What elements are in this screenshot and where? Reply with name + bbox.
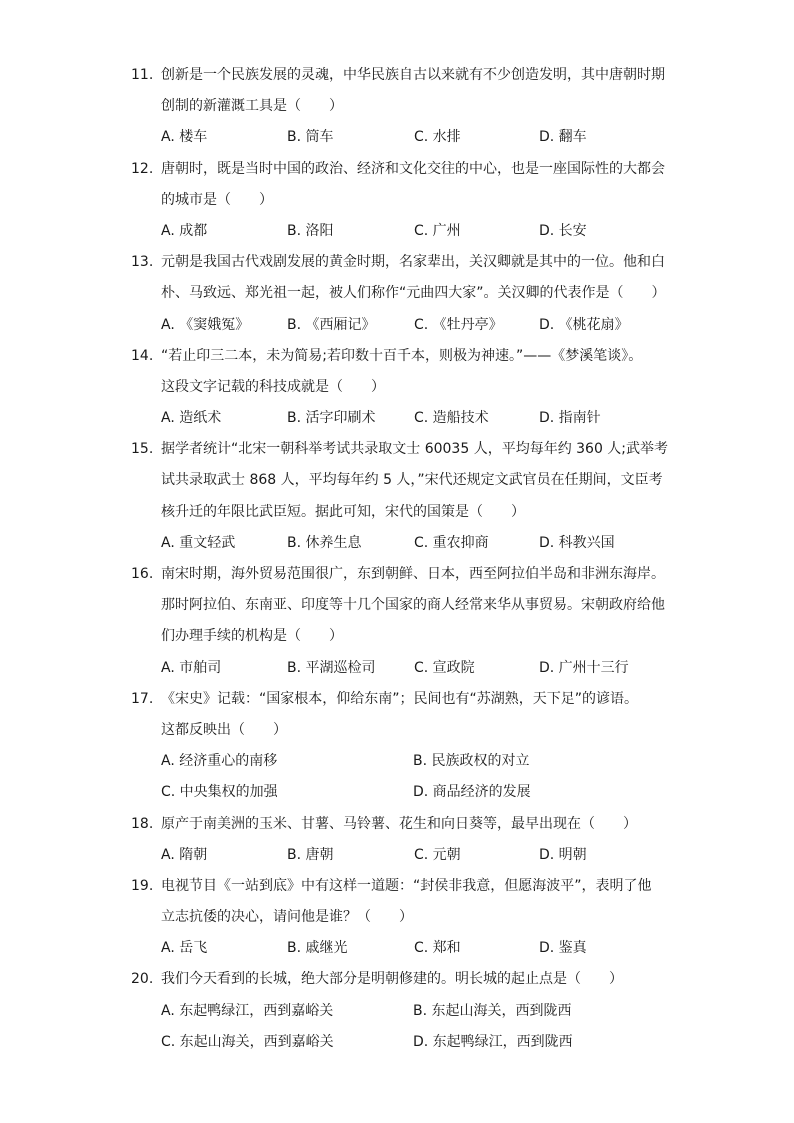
question-text: 试共录取武士 868 人，平均每年约 5 人，”宋代还规定文武官员在任期间，文臣考: [161, 472, 663, 489]
options-row: [0, 653, 794, 684]
question-item: [0, 871, 794, 965]
question-text: 核升迁的年限比武臣短。据此可知，宋代的国策是（ ）: [161, 503, 525, 520]
question-text: 这都反映出（ ）: [161, 721, 287, 738]
question-text: 南宋时期，海外贸易范围很广，东到朝鲜、日本，西至阿拉伯半岛和非洲东海岸。: [161, 566, 665, 582]
answer-option[interactable]: A. 东起鸭绿江，西到嘉峪关: [161, 1002, 334, 1019]
question-text: 那时阿拉伯、东南亚、印度等十几个国家的商人经常来华从事贸易。宋朝政府给他: [161, 597, 665, 614]
options-row: [0, 933, 794, 964]
answer-option[interactable]: D. 东起鸭绿江，西到陇西: [413, 1033, 573, 1050]
answer-option[interactable]: D. 鉴真: [539, 940, 587, 957]
options-row: [0, 777, 794, 808]
question-number: 11.: [131, 67, 154, 83]
question-text: 立志抗倭的决心，请问他是谁？（ ）: [161, 909, 413, 926]
question-number: 19.: [131, 877, 154, 894]
answer-option[interactable]: D. 明朝: [539, 846, 587, 863]
options-row: [0, 403, 794, 434]
answer-option[interactable]: D. 长安: [539, 222, 587, 239]
answer-option[interactable]: B. 民族政权的对立: [413, 753, 530, 770]
question-item: [0, 247, 794, 341]
options-row: [0, 746, 794, 777]
answer-option[interactable]: A. 市舶司: [161, 659, 222, 676]
question-text: 的城市是（ ）: [161, 191, 273, 208]
question-number: 17.: [131, 690, 154, 707]
question-item: [0, 964, 794, 1058]
question-text: 《宋史》记载：“国家根本，仰给东南”；民间也有“苏湖熟，天下足”的谚语。: [161, 690, 639, 707]
options-row: [0, 122, 794, 153]
answer-option[interactable]: D. 翻车: [539, 129, 587, 146]
question-text: 我们今天看到的长城，绝大部分是明朝修建的。明长城的起止点是（ ）: [161, 971, 623, 988]
question-line: [0, 902, 794, 933]
question-number: 16.: [131, 566, 154, 582]
question-text: 创制的新灌溉工具是（ ）: [161, 98, 343, 115]
question-text: 据学者统计“北宋一朝科举考试共录取文士 60035 人，平均每年约 360 人;武举考: [161, 441, 669, 458]
options-row: [0, 528, 794, 559]
answer-option[interactable]: C. 重农抑商: [414, 534, 489, 551]
answer-option[interactable]: A. 楼车: [161, 129, 208, 146]
question-line: [0, 590, 794, 621]
answer-option[interactable]: B. 筒车: [287, 129, 334, 146]
question-number: 20.: [131, 971, 154, 988]
question-text: 们办理手续的机构是（ ）: [161, 628, 343, 645]
question-text: 唐朝时，既是当时中国的政治、经济和文化交往的中心，也是一座国际性的大都会: [161, 160, 665, 177]
question-line: [0, 809, 794, 840]
question-line: [0, 185, 794, 216]
question-number: 15.: [131, 441, 154, 458]
question-text: 电视节目《一站到底》中有这样一道题：“封侯非我意，但愿海波平”，表明了他: [161, 877, 652, 894]
options-row: [0, 840, 794, 871]
answer-option[interactable]: B. 唐朝: [287, 846, 334, 863]
answer-option[interactable]: B. 《西厢记》: [287, 316, 376, 333]
options-row: [0, 216, 794, 247]
question-line: [0, 154, 794, 185]
question-text: 这段文字记载的科技成就是（ ）: [161, 378, 385, 395]
answer-option[interactable]: D. 指南针: [539, 410, 601, 427]
answer-option[interactable]: A. 岳飞: [161, 940, 208, 957]
question-line: [0, 497, 794, 528]
options-row: [0, 310, 794, 341]
question-item: [0, 154, 794, 248]
question-line: [0, 341, 794, 372]
answer-option[interactable]: B. 休养生息: [287, 534, 362, 551]
answer-option[interactable]: C. 造船技术: [414, 410, 489, 427]
question-text: 原产于南美洲的玉米、甘薯、马铃薯、花生和向日葵等，最早出现在（ ）: [161, 815, 637, 832]
answer-option[interactable]: C. 水排: [414, 129, 461, 146]
answer-option[interactable]: A. 重文轻武: [161, 534, 236, 551]
answer-option[interactable]: C. 宣政院: [414, 659, 475, 676]
answer-option[interactable]: A. 经济重心的南移: [161, 753, 278, 770]
question-item: [0, 341, 794, 435]
options-row: [0, 996, 794, 1027]
answer-option[interactable]: B. 戚继光: [287, 940, 348, 957]
answer-option[interactable]: A. 《窦娥冤》: [161, 316, 250, 333]
question-line: [0, 871, 794, 902]
question-number: 18.: [131, 815, 154, 832]
answer-option[interactable]: C. 元朝: [414, 846, 461, 863]
question-text: 朴、马致远、郑光祖一起，被人们称作“元曲四大家”。关汉卿的代表作是（ ）: [161, 285, 666, 302]
answer-option[interactable]: A. 成都: [161, 222, 208, 239]
question-text: “若止印三二本，未为简易;若印数十百千本，则极为神速。”——《梦溪笔谈》。: [161, 347, 643, 364]
question-line: [0, 372, 794, 403]
answer-option[interactable]: D. 科教兴国: [539, 534, 615, 551]
answer-option[interactable]: C. 中央集权的加强: [161, 784, 278, 801]
question-item: [0, 809, 794, 871]
question-item: [0, 60, 794, 154]
question-line: [0, 964, 794, 995]
question-number: 14.: [131, 347, 154, 364]
question-line: [0, 715, 794, 746]
question-line: [0, 278, 794, 309]
question-line: [0, 91, 794, 122]
question-line: [0, 434, 794, 465]
answer-option[interactable]: B. 洛阳: [287, 222, 334, 239]
answer-option[interactable]: D. 商品经济的发展: [413, 784, 531, 801]
question-line: [0, 60, 794, 91]
question-item: [0, 559, 794, 684]
question-line: [0, 684, 794, 715]
question-number: 13.: [131, 254, 154, 271]
question-item: [0, 434, 794, 559]
answer-option[interactable]: C. 郑和: [414, 940, 461, 957]
answer-option[interactable]: B. 活字印刷术: [287, 410, 376, 427]
question-item: [0, 684, 794, 809]
options-row: [0, 1027, 794, 1058]
answer-option[interactable]: A. 隋朝: [161, 846, 208, 863]
answer-option[interactable]: D. 《桃花扇》: [539, 316, 629, 333]
answer-option[interactable]: B. 东起山海关，西到陇西: [413, 1002, 572, 1019]
question-line: [0, 465, 794, 496]
question-list: [0, 60, 794, 1058]
question-line: [0, 559, 794, 590]
answer-option[interactable]: C. 《牡丹亭》: [414, 316, 503, 333]
answer-option[interactable]: D. 广州十三行: [539, 659, 629, 676]
answer-option[interactable]: A. 造纸术: [161, 410, 222, 427]
question-line: [0, 621, 794, 652]
answer-option[interactable]: C. 东起山海关，西到嘉峪关: [161, 1033, 334, 1050]
question-text: 创新是一个民族发展的灵魂，中华民族自古以来就有不少创造发明，其中唐朝时期: [161, 67, 665, 83]
question-line: [0, 247, 794, 278]
question-number: 12.: [131, 160, 154, 177]
question-text: 元朝是我国古代戏剧发展的黄金时期，名家辈出，关汉卿就是其中的一位。他和白: [161, 254, 665, 271]
answer-option[interactable]: B. 平湖巡检司: [287, 659, 376, 676]
answer-option[interactable]: C. 广州: [414, 222, 461, 239]
